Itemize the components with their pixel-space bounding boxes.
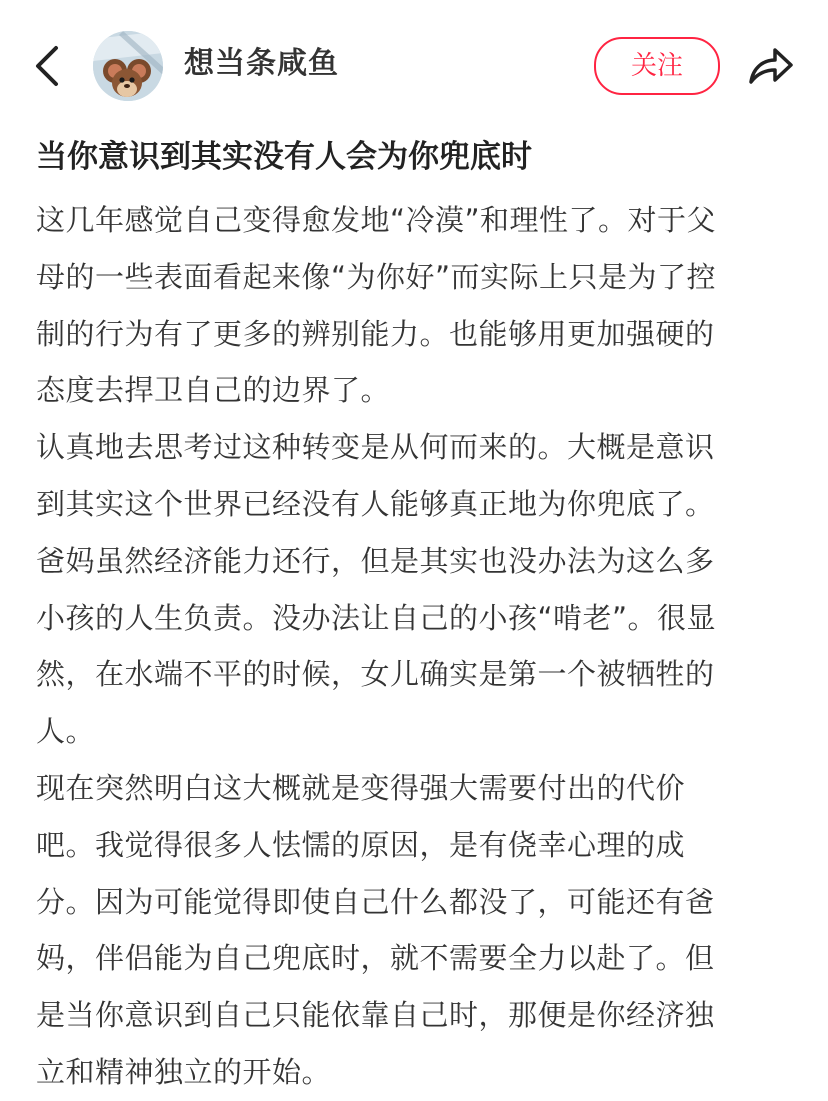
body-line: 妈，伴侣能为自己兜底时，就不需要全力以赴了。但 [36,941,715,976]
body-line: 爸妈虽然经济能力还行，但是其实也没办法为这么多 [36,543,715,578]
body-line: 态度去捍卫自己的边界了。 [36,373,391,408]
body-line: 制的行为有了更多的辨别能力。也能够用更加强硬的 [36,316,715,351]
body-line: 是当你意识到自己只能依靠自己时，那便是你经济独 [36,998,715,1033]
share-button[interactable] [743,42,795,90]
body-line: 现在突然明白这大概就是变得强大需要付出的代价 [36,770,686,805]
post-body [36,192,796,1101]
body-line: 然，在水端不平的时候，女儿确实是第一个被牺牲的 [36,657,715,692]
author-name[interactable]: 想当条咸鱼 [184,46,339,81]
share-arrow-icon [743,42,795,90]
body-line: 分。因为可能觉得即使自己什么都没了，可能还有爸 [36,884,715,919]
avatar-image [93,31,163,101]
body-line: 吧。我觉得很多人怯懦的原因，是有侥幸心理的成 [36,827,686,862]
back-button[interactable] [28,44,68,88]
body-line: 人。 [36,714,96,749]
body-line: 认真地去思考过这种转变是从何而来的。大概是意识 [36,430,715,465]
body-line: 立和精神独立的开始。 [36,1054,332,1089]
chevron-left-icon [28,44,68,88]
body-line: 母的一些表面看起来像“为你好”而实际上只是为了控 [36,259,717,294]
body-line: 这几年感觉自己变得愈发地“冷漠”和理性了。对于父 [36,203,717,237]
follow-button[interactable]: 关注 [594,37,720,95]
body-line: 到其实这个世界已经没有人能够真正地为你兜底了。 [36,486,715,521]
body-line: 小孩的人生负责。没办法让自己的小孩“啃老”。很显 [36,600,717,635]
top-bar [0,0,828,128]
avatar[interactable] [93,31,163,101]
post-title: 当你意识到其实没有人会为你兜底时 [36,139,532,175]
